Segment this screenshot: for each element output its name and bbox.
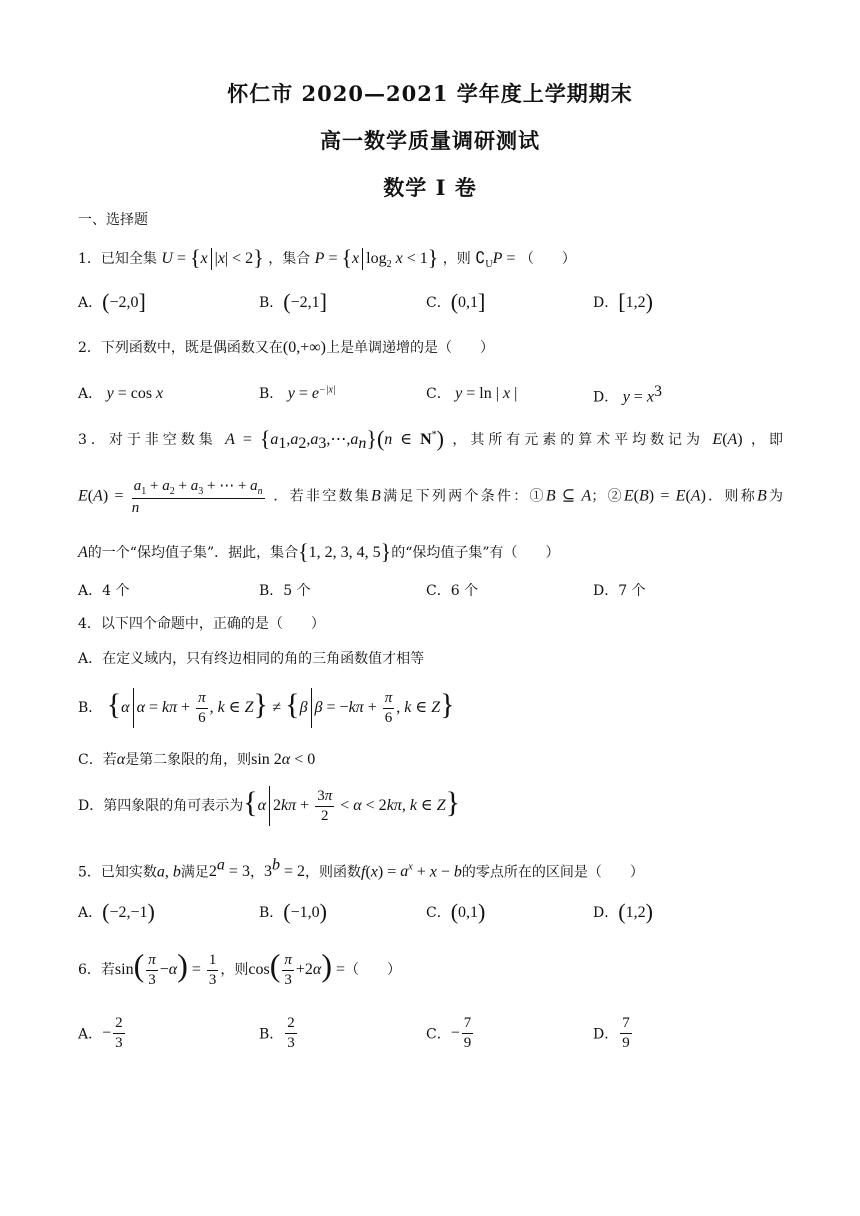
q1-option-b[interactable]: B．(−2,1] [259, 289, 327, 314]
question-6: 6．若sin( $\frac{\pi}{3}$ −α) = $\frac{1}{3}$ ，则cos( $\frac{\pi}{3}$ +2α) =（ ） [78, 947, 402, 988]
q1-option-c[interactable]: C．(0,1] [426, 289, 486, 314]
q2-option-d[interactable]: D． $y = x^3$ [593, 383, 662, 406]
exam-title-subject: 高一数学质量调研测试 [320, 128, 540, 153]
q3-option-c[interactable]: C．6 个 [426, 583, 479, 599]
q4-option-b[interactable]: B． {α α = kπ + $\frac{\pi}{6}$ , k ∈ Z} ≠ {β β = −kπ + $\frac{\pi}{6}$ , k ∈ Z} [78, 688, 455, 728]
question-3-line2: E(A) = $\frac{a_1 + a_2 + a_3 + \cdots + a_n}{n}$ ．若非空数集B满足下列两个条件：①B ⊆ A；②E(B) = E(A)．则称B为 [78, 478, 784, 516]
q6-option-d[interactable]: D． $\frac{7}{9}$ [593, 1015, 630, 1051]
q6-option-c[interactable]: C．− $\frac{7}{9}$ [426, 1015, 472, 1051]
q4-option-c[interactable]: C．若α是第二象限的角，则sin 2α < 0 [78, 751, 316, 768]
question-1: 1．已知全集 U = {x |x| < 2} ，集合 P = {x $\log_2 x < 1$} ，则 $∁_UP$ = （ ） [78, 245, 576, 271]
q3-option-d[interactable]: D．7 个 [593, 583, 646, 599]
q2-option-b[interactable]: B． $y = e^{-|x|}$ [259, 384, 336, 402]
q2-option-a[interactable]: A． y = cos x [78, 385, 164, 402]
q3-option-b[interactable]: B．5 个 [259, 583, 311, 599]
q5-option-a[interactable]: A．(−2,−1) [78, 899, 155, 924]
question-4: 4．以下四个命题中，正确的是（ ） [78, 616, 325, 632]
q5-option-b[interactable]: B．(−1,0) [259, 899, 327, 924]
exam-title-school: 怀仁市 2020—2021 学年度上学期期末 [227, 81, 633, 106]
q5-option-c[interactable]: C．(0,1) [426, 899, 486, 924]
question-5: 5．已知实数a, b满足$2^a = 3$，$3^b = 2$，则函数$f(x) = a^x + x - b$的零点所在的区间是（ ） [78, 857, 644, 881]
q2-option-c[interactable]: C． y = ln | x | [426, 385, 518, 402]
q4-option-d[interactable]: D．第四象限的角可表示为{α 2kπ + $\frac{3\pi}{2}$ < α < 2kπ, k ∈ Z} [78, 786, 460, 826]
q1-option-d[interactable]: D．[1,2) [593, 289, 653, 314]
question-3-line3: A的一个“保均值子集”．据此，集合{1, 2, 3, 4, 5}的“保均值子集”有（ ） [78, 539, 560, 564]
q4-option-a[interactable]: A．在定义域内，只有终边相同的角的三角函数值才相等 [78, 651, 425, 667]
section-heading: 一、选择题 [78, 212, 148, 228]
q6-option-b[interactable]: B． $\frac{2}{3}$ [259, 1015, 295, 1051]
q5-option-d[interactable]: D．(1,2) [593, 899, 653, 924]
question-3-line1: 3．对于非空数集 $A = \{a_1,a_2,a_3,\cdots,a_n\}(n$ ∈ N*) ，其所有元素的算术平均数记为 E(A) ，即 [78, 426, 784, 452]
question-2: 2．下列函数中，既是偶函数又在(0,+∞)上是单调递增的是（ ） [78, 339, 495, 356]
exam-title-paper: 数学 I 卷 [383, 175, 477, 200]
q1-option-a[interactable]: A．(−2,0] [78, 289, 146, 314]
q3-option-a[interactable]: A．4 个 [78, 583, 130, 599]
q6-option-a[interactable]: A．− $\frac{2}{3}$ [78, 1015, 123, 1051]
